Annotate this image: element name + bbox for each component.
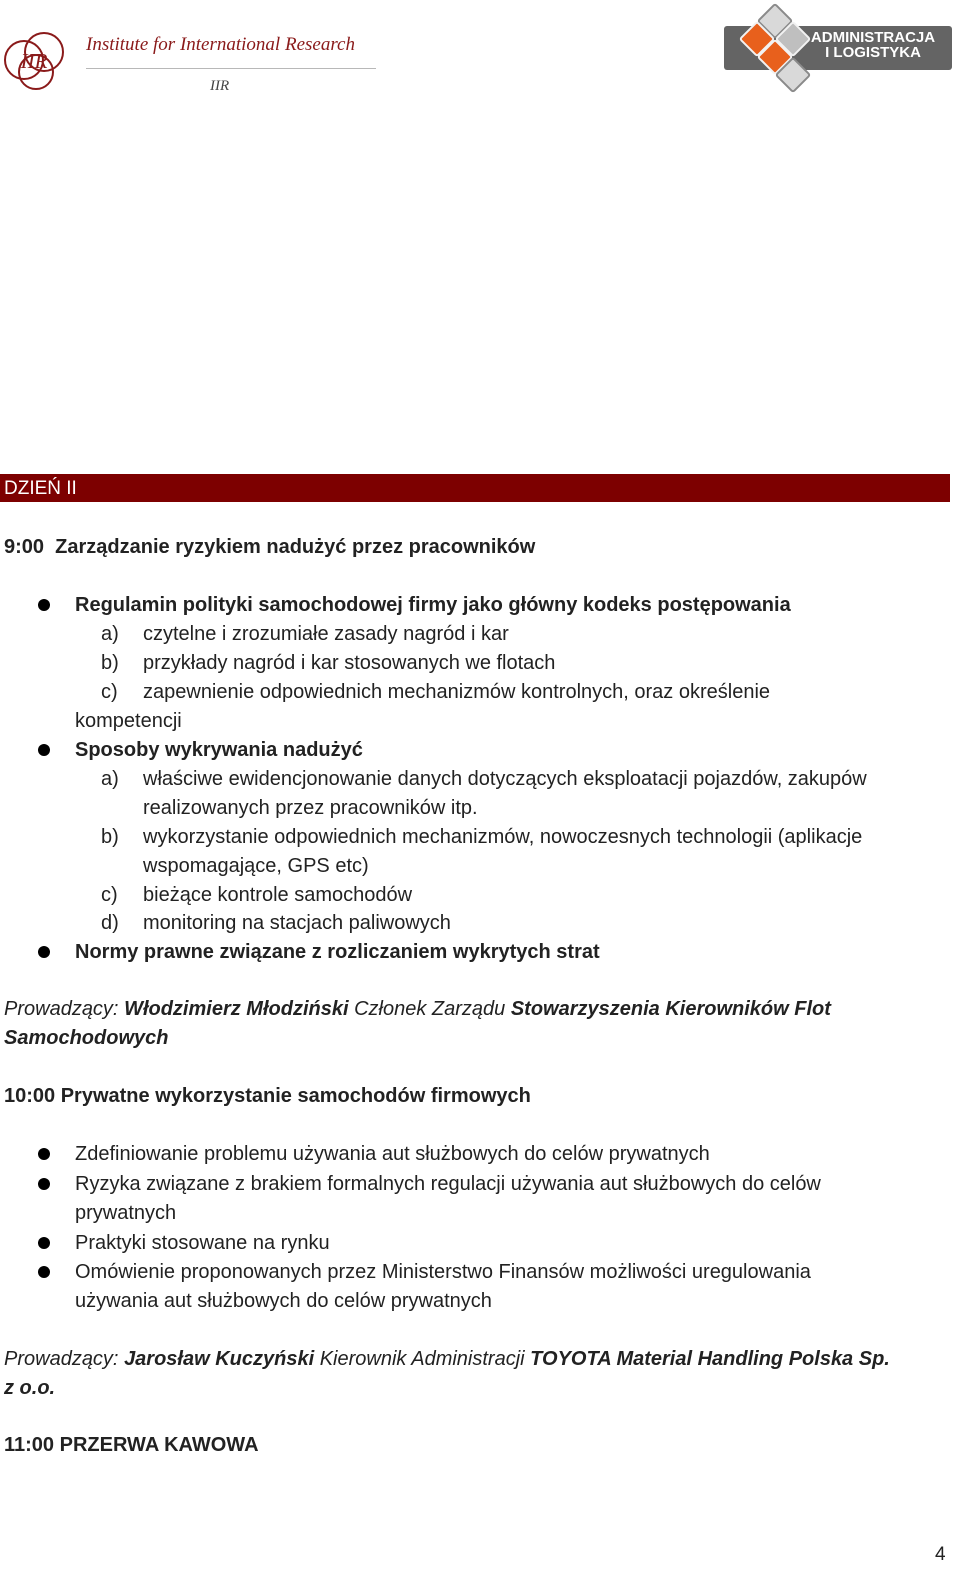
speaker-organization: Stowarzyszenia Kierowników Flot <box>510 998 831 1020</box>
speaker-organization-continuation: Samochodowych <box>4 1027 169 1049</box>
speaker-name: Jarosław Kuczyński <box>124 1348 315 1370</box>
bullet-icon <box>38 1266 50 1278</box>
institute-name: Institute for International Research <box>86 34 355 55</box>
session-heading <box>4 1082 531 1111</box>
item-marker: a) <box>101 623 119 645</box>
speaker-role: Członek Zarządu <box>348 998 511 1020</box>
day-band: DZIEŃ II <box>0 474 950 502</box>
session-heading <box>4 1431 259 1460</box>
speaker-line <box>4 1345 890 1374</box>
item-text: bieżące kontrole samochodów <box>143 884 413 906</box>
item-marker: c) <box>101 884 118 906</box>
item-marker: d) <box>101 912 119 934</box>
item-text: monitoring na stacjach paliwowych <box>143 912 451 934</box>
topic-title: Regulamin polityki samochodowej firmy jako główny kodeks postępowania <box>75 594 791 616</box>
speaker-organization-continuation: z o.o. <box>4 1377 56 1399</box>
speaker-organization: TOYOTA Material Handling Polska Sp. <box>530 1348 890 1370</box>
item-text-continuation: kompetencji <box>75 710 182 732</box>
partner-logo-text <box>796 30 950 60</box>
partner-logo-line1: ADMINISTRACJA <box>810 29 936 46</box>
speaker-role: Kierownik Administracji <box>314 1348 531 1370</box>
item-marker: b) <box>101 826 119 848</box>
bullet-text: Ryzyka związane z brakiem formalnych regulacji używania aut służbowych do celów <box>75 1173 821 1195</box>
bullet-icon <box>38 599 50 611</box>
item-text: zapewnienie odpowiednich mechanizmów kontrolnych, oraz określenie <box>143 681 771 703</box>
item-text-continuation: realizowanych przez pracowników itp. <box>143 797 478 819</box>
session-time: 9:00 <box>4 536 45 558</box>
iir-logo <box>2 24 68 92</box>
item-marker: c) <box>101 681 118 703</box>
item-text: właściwe ewidencjonowanie danych dotyczących eksploatacji pojazdów, zakupów <box>143 768 867 790</box>
session-heading <box>4 533 535 562</box>
bullet-icon <box>38 744 50 756</box>
bullet-text-continuation: prywatnych <box>75 1202 177 1224</box>
bullet-text: Praktyki stosowane na rynku <box>75 1232 330 1254</box>
item-marker: b) <box>101 652 119 674</box>
bullet-icon <box>38 1237 50 1249</box>
item-text: przykłady nagród i kar stosowanych we flotach <box>143 652 556 674</box>
session-time: 10:00 <box>4 1085 56 1107</box>
speaker-line <box>4 995 831 1024</box>
speaker-name: Włodzimierz Młodziński <box>124 998 349 1020</box>
partner-logo <box>720 2 956 94</box>
iir-header <box>0 14 390 94</box>
header-divider <box>86 68 376 69</box>
session-title: Prywatne wykorzystanie samochodów firmowych <box>60 1085 531 1107</box>
bullet-text: Omówienie proponowanych przez Ministerstwo Finansów możliwości uregulowania <box>75 1261 811 1283</box>
topic-title: Normy prawne związane z rozliczaniem wykrytych strat <box>75 941 600 963</box>
item-text: czytelne i zrozumiałe zasady nagród i kar <box>143 623 509 645</box>
bullet-icon <box>38 1178 50 1190</box>
session-title: Zarządzanie ryzykiem nadużyć przez pracowników <box>55 536 536 558</box>
speaker-prefix: Prowadzący: <box>4 1348 125 1370</box>
session-title: PRZERWA KAWOWA <box>59 1434 259 1456</box>
institute-abbreviation: IIR <box>210 78 230 94</box>
item-marker: a) <box>101 768 119 790</box>
bullet-icon <box>38 1148 50 1160</box>
speaker-prefix: Prowadzący: <box>4 998 125 1020</box>
item-text: wykorzystanie odpowiednich mechanizmów, nowoczesnych technologii (aplikacje <box>143 826 863 848</box>
session-time: 11:00 <box>4 1434 55 1456</box>
topic-title: Sposoby wykrywania nadużyć <box>75 739 363 761</box>
bullet-text: Zdefiniowanie problemu używania aut służbowych do celów prywatnych <box>75 1143 710 1165</box>
item-text-continuation: wspomagające, GPS etc) <box>143 855 369 877</box>
partner-logo-line2: I LOGISTYKA <box>825 44 921 61</box>
page-number: 4 <box>935 1544 946 1565</box>
bullet-icon <box>38 946 50 958</box>
iir-monogram: IIR <box>20 49 48 73</box>
bullet-text-continuation: używania aut służbowych do celów prywatnych <box>75 1290 492 1312</box>
